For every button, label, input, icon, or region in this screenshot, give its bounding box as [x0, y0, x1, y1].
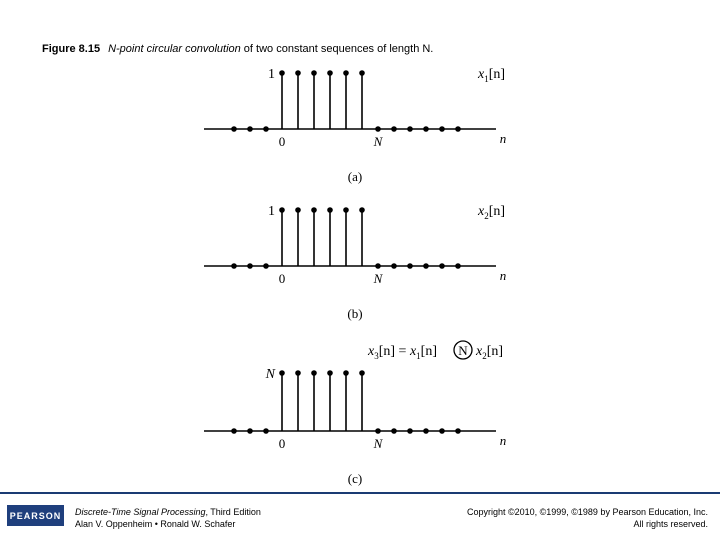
seq-sub: 2 [484, 211, 489, 221]
axis-n-label: n [499, 433, 507, 448]
panel-label: (b) [347, 306, 363, 321]
panel-label: (c) [347, 471, 363, 486]
origin-label: 0 [278, 271, 286, 286]
equation-lhs [367, 344, 437, 361]
stem-dot [327, 70, 333, 76]
stem-dot [343, 70, 349, 76]
eq-x1-arg: [n] [420, 344, 437, 359]
amplitude-label: 1 [268, 204, 275, 219]
sample-dot-zero [407, 126, 413, 132]
publisher-logo: PEARSON [7, 505, 64, 526]
stem-dot [359, 207, 365, 213]
sample-dot-zero [439, 263, 445, 269]
stem-dot [327, 207, 333, 213]
panel-b [204, 204, 506, 321]
eq-x1-sub: 1 [416, 351, 421, 361]
axis-n-label: n [499, 131, 507, 146]
copyright-text: Copyright ©2010, ©1999, ©1989 by Pearson Education, Inc. [466, 507, 708, 517]
stem-dot [295, 370, 301, 376]
sample-dot-zero [391, 263, 397, 269]
stem-dot [327, 370, 333, 376]
sample-dot-zero [231, 126, 237, 132]
origin-label: 0 [278, 134, 286, 149]
eq-x2-sub: 2 [482, 351, 487, 361]
figure-label: Figure 8.15 [42, 43, 101, 55]
book-edition: , Third Edition [205, 507, 261, 517]
stem-dot [311, 370, 317, 376]
operator-N: N [458, 343, 468, 358]
seq-x: x [478, 67, 485, 82]
eq-x3: x [368, 344, 375, 359]
sample-dot-zero [263, 126, 269, 132]
sample-dot-zero [375, 263, 381, 269]
amplitude-label: 1 [268, 67, 275, 82]
stem-dot [311, 70, 317, 76]
stem-dot [279, 370, 285, 376]
seq-arg: [n] [488, 204, 506, 219]
stem-dot [359, 70, 365, 76]
sample-dot-zero [439, 126, 445, 132]
sample-dot-zero [391, 126, 397, 132]
stem-dot [343, 207, 349, 213]
seq-arg: [n] [488, 67, 506, 82]
N-label: N [373, 134, 383, 149]
eq-x1: x [409, 344, 417, 359]
sample-dot-zero [231, 428, 237, 434]
sample-dot-zero [407, 428, 413, 434]
sample-dot-zero [407, 263, 413, 269]
eq-equals: [n] = [378, 344, 410, 359]
stem-dot [295, 207, 301, 213]
stem-dot [343, 370, 349, 376]
panel-c [204, 341, 506, 486]
sample-dot-zero [391, 428, 397, 434]
caption-text: of two constant sequences of length N. [240, 43, 434, 55]
axis-n-label: n [499, 268, 507, 283]
N-label: N [373, 436, 383, 451]
sample-dot-zero [263, 428, 269, 434]
footer-rule [0, 492, 720, 494]
sample-dot-zero [455, 428, 461, 434]
copyright-block [467, 506, 708, 530]
stem-dot [311, 207, 317, 213]
sample-dot-zero [375, 428, 381, 434]
stem-dot [279, 70, 285, 76]
seq-sub: 1 [484, 74, 489, 84]
sample-dot-zero [375, 126, 381, 132]
sample-dot-zero [263, 263, 269, 269]
sample-dot-zero [423, 263, 429, 269]
sequence-label [477, 67, 505, 84]
panel-a [204, 67, 506, 184]
eq-x2: x [476, 344, 483, 359]
eq-x2-arg: [n] [486, 344, 504, 359]
sample-dot-zero [455, 126, 461, 132]
book-authors: Alan V. Oppenheim • Ronald W. Schafer [75, 519, 236, 529]
eq-x3-sub: 3 [374, 351, 379, 361]
stem-dot [359, 370, 365, 376]
sample-dot-zero [423, 428, 429, 434]
N-label: N [373, 271, 383, 286]
panel-label: (a) [347, 169, 363, 184]
origin-label: 0 [278, 436, 286, 451]
sample-dot-zero [247, 428, 253, 434]
equation-rhs [475, 344, 503, 361]
sample-dot-zero [247, 263, 253, 269]
stem-dot [279, 207, 285, 213]
sequence-label [477, 204, 505, 221]
stem-dot [295, 70, 301, 76]
amplitude-label: N [265, 367, 275, 382]
caption-text-italic: N-point circular convolution [108, 43, 241, 55]
book-title: Discrete-Time Signal Processing [75, 507, 206, 517]
sample-dot-zero [439, 428, 445, 434]
book-info [75, 506, 261, 530]
sample-dot-zero [423, 126, 429, 132]
sample-dot-zero [231, 263, 237, 269]
rights-text: All rights reserved. [633, 519, 708, 529]
sample-dot-zero [247, 126, 253, 132]
sample-dot-zero [455, 263, 461, 269]
seq-x: x [478, 204, 485, 219]
